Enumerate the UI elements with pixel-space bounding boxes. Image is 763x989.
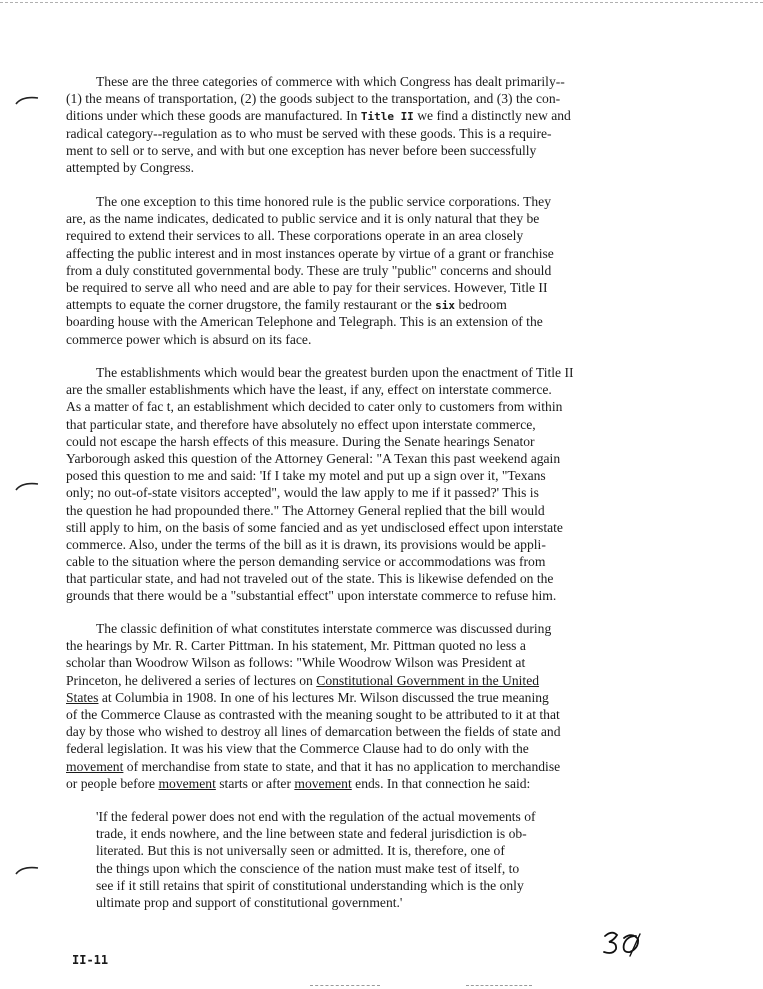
text-line — [66, 672, 694, 689]
paragraph-2 — [66, 193, 694, 348]
block-quote — [96, 808, 656, 911]
text-line: of the Commerce Clause as contrasted with the meaning sought to be attributed to it at that — [66, 706, 560, 722]
page-number-label: II-11 — [72, 953, 109, 967]
text-line: still apply to him, on the basis of some fancied and as yet undisclosed effect upon interstate — [66, 519, 563, 535]
text-line: commerce power which is absurd on its face. — [66, 331, 312, 347]
text-line: boarding house with the American Telephone and Telegraph. This is an extension of the — [66, 314, 543, 330]
text-span: at Columbia in 1908. In one of his lectures Mr. Wilson discussed the true meaning — [98, 689, 549, 705]
text-line — [66, 689, 694, 706]
text-span: Princeton, he delivered a series of lectures on — [66, 672, 317, 688]
text-line: As a matter of fac t, an establishment which decided to cater only to customers from within — [66, 399, 563, 415]
text-line: The one exception to this time honored rule is the public service corporations. They — [96, 194, 552, 209]
text-line: scholar than Woodrow Wilson as follows: "While Woodrow Wilson was President at — [66, 655, 526, 671]
emphasized-word: movement — [294, 775, 352, 791]
text-line: from a duly constituted governmental body. These are truly "public" concerns and should — [66, 262, 552, 278]
text-line: posed this question to me and said: 'If I take my motel and put up a sign over it, "Texans — [66, 468, 546, 484]
text-span: attempts to equate the corner drugstore, the family restaurant or the — [66, 297, 436, 313]
text-line: The classic definition of what constitutes interstate commerce was discussed during — [96, 621, 552, 636]
bottom-edge-mark — [310, 985, 380, 986]
text-line — [66, 758, 694, 775]
text-line: required to extend their services to all. These corporations operate in an area closely — [66, 228, 524, 244]
text-line: that particular state, and had not traveled out of the state. This is likewise defended on the — [66, 571, 554, 587]
typed-word: six — [435, 299, 456, 313]
text-line: are the smaller establishments which have the least, if any, effect on interstate commerce. — [66, 382, 552, 398]
bottom-edge-mark — [466, 985, 532, 986]
text-line: (1) the means of transportation, (2) the goods subject to the transportation, and (3) the con- — [66, 91, 561, 107]
text-line: cable to the situation where the person demanding service or accommodations was from — [66, 554, 546, 570]
text-line: could not escape the harsh effects of this measure. During the Senate hearings Senator — [66, 433, 535, 449]
book-title-underlined: States — [66, 689, 99, 705]
title-reference: Title II — [360, 110, 414, 124]
text-line: These are the three categories of commerce with which Congress has dealt primarily-- — [96, 74, 565, 89]
quote-line: see if it still retains that spirit of constitutional understanding which is the only — [96, 877, 524, 893]
margin-mark — [14, 478, 40, 494]
text-line: ment to sell or to serve, and with but one exception has never before been successfully — [66, 142, 537, 158]
emphasized-word: movement — [158, 775, 216, 791]
quote-line: 'If the federal power does not end with the regulation of the actual movements of — [96, 809, 536, 824]
text-line — [66, 775, 694, 792]
text-line: are, as the name indicates, dedicated to public service and it is only natural that they be — [66, 211, 540, 227]
handwritten-folio-number — [600, 926, 646, 960]
quote-line: literated. But this is not universally seen or admitted. It is, therefore, one of — [96, 843, 505, 859]
text-span: ditions under which these goods are manufactured. In — [66, 108, 361, 124]
margin-mark — [14, 92, 40, 108]
text-line: grounds that there would be a "substantial effect" upon interstate commerce to refuse him. — [66, 588, 557, 604]
book-title-underlined: Constitutional Government in the United — [316, 672, 540, 688]
margin-mark — [14, 862, 40, 878]
text-line: day by those who wished to destroy all lines of demarcation between the fields of state and — [66, 724, 561, 740]
text-line: that particular state, and therefore have absolutely no effect upon interstate commerce, — [66, 416, 536, 432]
text-line: be required to serve all who need and are able to pay for their services. However, Title II — [66, 279, 548, 295]
top-perforation-line — [0, 2, 763, 3]
paragraph-4 — [66, 620, 694, 792]
text-line: attempted by Congress. — [66, 159, 194, 175]
quote-line: ultimate prop and support of constitutional government.' — [96, 894, 403, 910]
text-line: the question he had propounded there." The Attorney General replied that the bill would — [66, 502, 545, 518]
text-span: starts or after — [215, 775, 295, 791]
text-span: or people before — [66, 775, 159, 791]
text-line — [66, 107, 694, 124]
text-span: we find a distinctly new and — [413, 108, 571, 124]
paragraph-3 — [66, 364, 694, 605]
text-line: only; no out-of-state visitors accepted", would the law apply to me if it passed?' This is — [66, 485, 539, 501]
text-span: of merchandise from state to state, and that it has no application to merchandise — [123, 758, 561, 774]
text-span: ends. In that connection he said: — [351, 775, 531, 791]
text-line: Yarborough asked this question of the Attorney General: "A Texan this past weekend again — [66, 450, 561, 466]
text-line: radical category--regulation as to who must be served with these goods. This is a require- — [66, 125, 552, 141]
text-line: commerce. Also, under the terms of the bill as it is drawn, its provisions would be appli- — [66, 536, 546, 552]
text-span: bedroom — [455, 297, 507, 313]
quote-line: trade, it ends nowhere, and the line between state and federal jurisdiction is ob- — [96, 826, 527, 842]
emphasized-word: movement — [66, 758, 124, 774]
text-line: affecting the public interest and in most instances operate by virtue of a grant or franchise — [66, 245, 554, 261]
quote-line: the things upon which the conscience of the nation must make test of itself, to — [96, 860, 520, 876]
text-line — [66, 296, 694, 313]
text-line: The establishments which would bear the greatest burden upon the enactment of Title II — [96, 365, 574, 380]
paragraph-1 — [66, 73, 694, 176]
text-line: the hearings by Mr. R. Carter Pittman. In his statement, Mr. Pittman quoted no less a — [66, 638, 526, 654]
text-line: federal legislation. It was his view that the Commerce Clause had to do only with the — [66, 741, 529, 757]
